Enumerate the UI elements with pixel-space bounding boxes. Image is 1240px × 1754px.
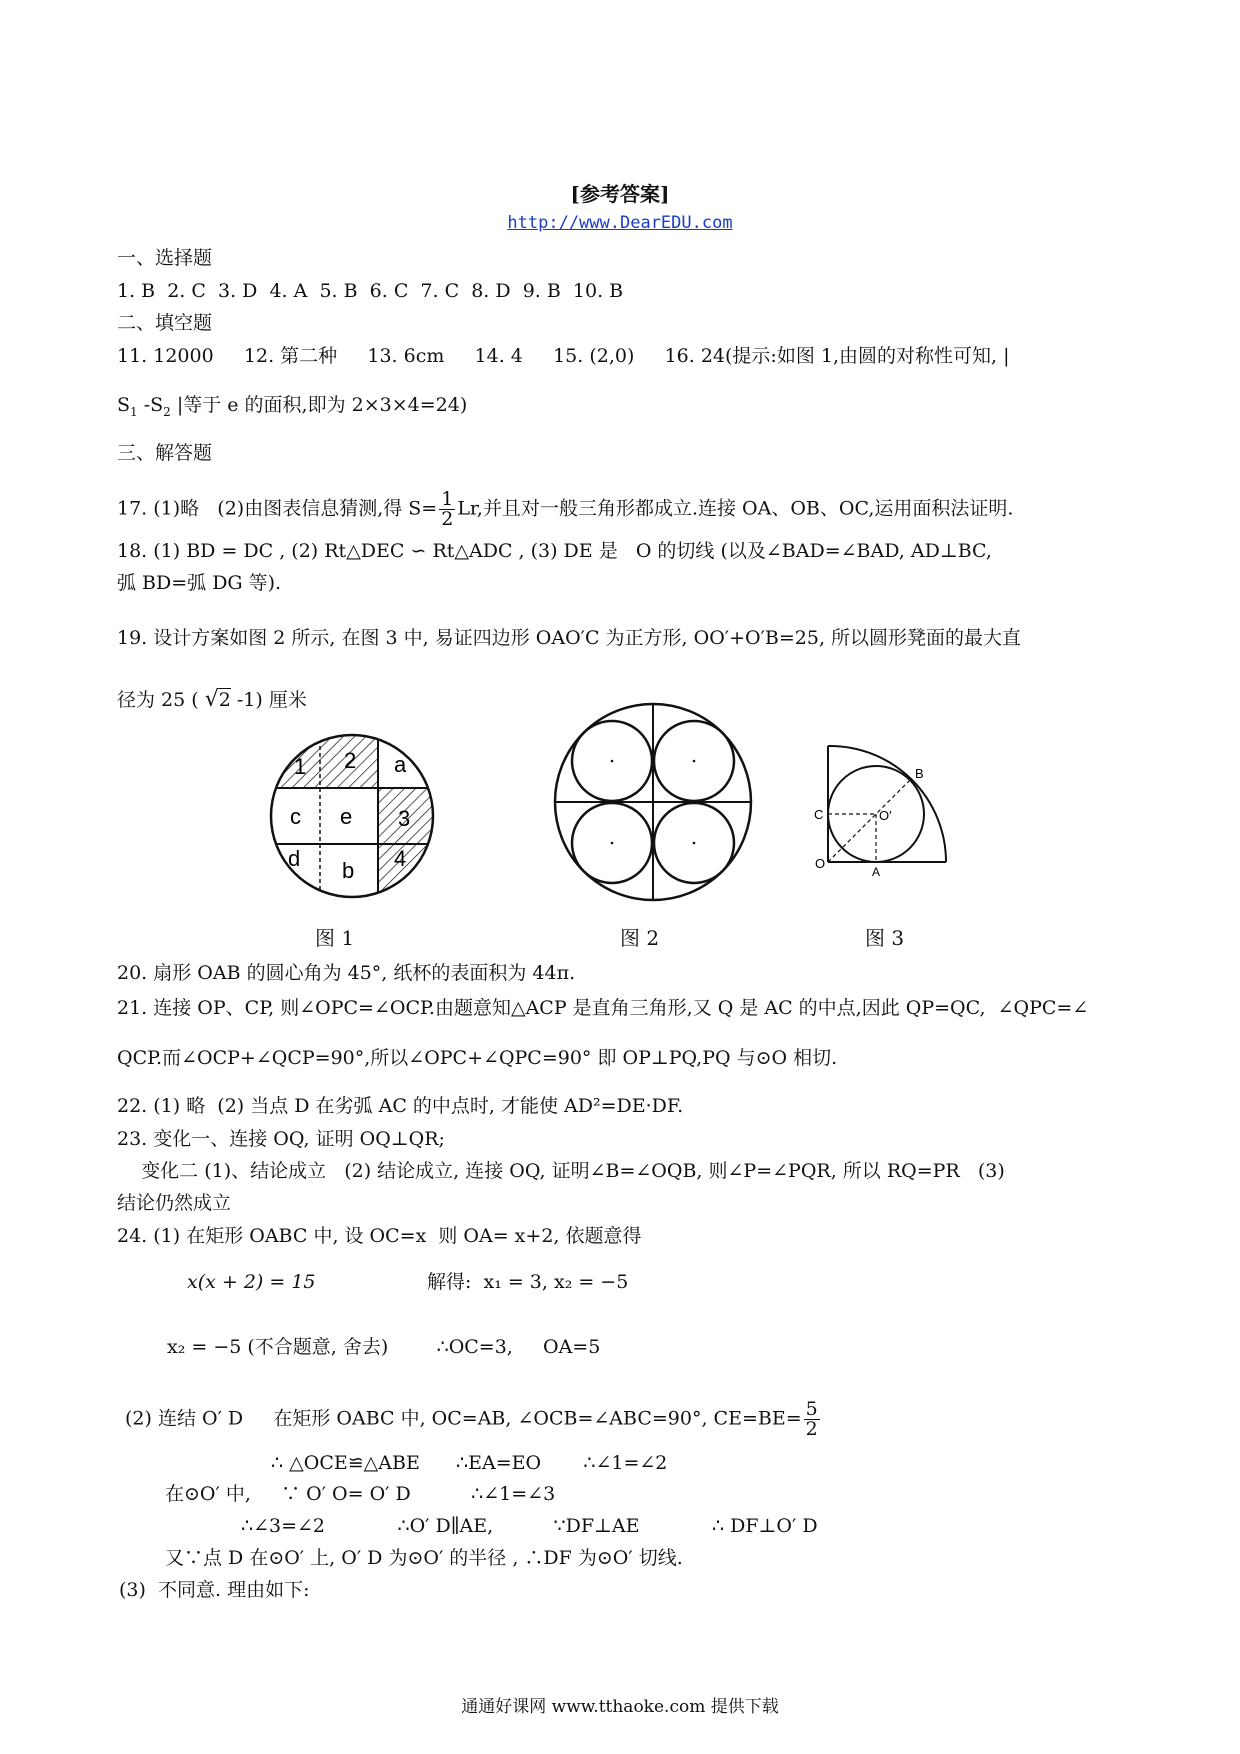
fraction-five-halves: $\frac{5}{2}$ — [805, 1398, 818, 1440]
proof-line-1: ∴ △OCE≌△ABE ∴EA=EO ∴∠1=∠2 — [271, 1452, 668, 1474]
figure-2-caption: 图 2 — [620, 926, 660, 950]
figure-3-caption: 图 3 — [865, 926, 905, 950]
fraction-one-half: $\frac{1}{2}$ — [441, 488, 454, 530]
website-link[interactable]: http://www.DearEDU.com — [507, 213, 733, 233]
proof-line-2: 在⊙O′ 中, ∵ O′ O= O′ D ∴∠1=∠3 — [165, 1483, 556, 1505]
fig3-label: C — [814, 807, 824, 822]
answer-24-part3: (3) 不同意. 理由如下: — [119, 1579, 310, 1601]
fig1-label: e — [340, 804, 353, 829]
answer-21-line2: QCP.而∠OCP+∠QCP=90°,所以∠OPC+∠QPC=90° 即 OP⊥PQ,PQ 与⊙O 相切. — [117, 1047, 838, 1069]
fig3-label: O — [815, 856, 826, 871]
figure-2-diagram — [551, 700, 755, 904]
answer-21-line1: 21. 连接 OP、CP, 则∠OPC=∠OCP.由题意知△ACP 是直角三角形,又 Q 是 AC 的中点,因此 QP=QC, ∠QPC=∠ — [117, 997, 1089, 1019]
answer-20: 20. 扇形 OAB 的圆心角为 45°, 纸杯的表面积为 44π. — [117, 962, 576, 984]
answer-23-line2: 变化二 (1)、结论成立 (2) 结论成立, 连接 OQ, 证明∠B=∠OQB, 则∠P=∠PQR, 所以 RQ=PR (3) — [117, 1160, 1005, 1182]
page-title: [参考答案] — [570, 182, 670, 206]
figure-1-caption: 图 1 — [315, 926, 355, 950]
rejected-root: x₂ = −5 (不合题意, 舍去) ∴OC=3, OA=5 — [167, 1336, 601, 1358]
choice-answers: 1. B 2. C 3. D 4. A 5. B 6. C 7. C 8. D 9. B 10. B — [117, 280, 624, 302]
section-heading-choice: 一、选择题 — [117, 247, 213, 269]
proof-line-4: 又∵点 D 在⊙O′ 上, O′ D 为⊙O′ 的半径 , ∴DF 为⊙O′ 切线. — [165, 1547, 683, 1569]
section-heading-fill: 二、填空题 — [117, 312, 213, 334]
fig1-label: 3 — [398, 806, 411, 831]
answer-18-line2: 弧 BD=弧 DG 等). — [117, 572, 282, 594]
figure-3-diagram — [812, 740, 962, 876]
fig1-label: 2 — [344, 748, 357, 773]
answer-24-line1: 24. (1) 在矩形 OABC 中, 设 OC=x 则 OA= x+2, 依题意得 — [117, 1225, 642, 1247]
answer-19-line2: 径为 25 ( √2 -1) 厘米 — [117, 687, 307, 712]
sqrt-sign: √ — [204, 687, 219, 712]
answer-19-line1: 19. 设计方案如图 2 所示, 在图 3 中, 易证四边形 OAO′C 为正方形, OO′+O′B=25, 所以圆形凳面的最大直 — [117, 627, 1022, 649]
answer-22: 22. (1) 略 (2) 当点 D 在劣弧 AC 的中点时, 才能使 AD²=DE·DF. — [117, 1095, 684, 1117]
page-footer: 通通好课网 www.tthaoke.com 提供下载 — [461, 1697, 779, 1717]
figure-1-diagram — [268, 732, 436, 900]
solution-roots: 解得: x₁ = 3, x₂ = −5 — [427, 1271, 629, 1293]
answer-17: 17. (1)略 (2)由图表信息猜测,得 S= $\frac{1}{2}$ Lr,并且对一般三角形都成立.连接 OA、OB、OC,运用面积法证明. — [117, 488, 1014, 530]
fig3-label: B — [915, 766, 924, 781]
fill-answers-line1: 11. 12000 12. 第二种 13. 6cm 14. 4 15. (2,0) 16. 24(提示:如图 1,由圆的对称性可知, | — [117, 345, 1010, 367]
fig1-label: d — [288, 846, 301, 871]
equation-1: x(x + 2) = 15 — [187, 1271, 316, 1293]
fig1-label: 1 — [294, 754, 307, 779]
answer-18-line1: 18. (1) BD = DC , (2) Rt△DEC ∽ Rt△ADC , (3) DE 是 O 的切线 (以及∠BAD=∠BAD, AD⊥BC, — [117, 540, 992, 562]
shaded-region-4 — [378, 844, 436, 900]
fig1-label: b — [342, 858, 355, 883]
fill-answers-line2: $S_1$ $-S_2$ |等于 e 的面积,即为 2×3×4=24) — [117, 394, 468, 419]
fig3-label: A — [872, 865, 881, 876]
fig1-label: 4 — [394, 846, 407, 871]
fig1-label: c — [290, 804, 301, 829]
answer-23-line3: 结论仍然成立 — [117, 1192, 232, 1214]
proof-line-3: ∴∠3=∠2 ∴O′ D∥AE, ∵DF⊥AE ∴ DF⊥O′ D — [241, 1515, 818, 1537]
answer-23-line1: 23. 变化一、连接 OQ, 证明 OQ⊥QR; — [117, 1128, 445, 1150]
answer-24-part2: (2) 连结 O′ D 在矩形 OABC 中, OC=AB, ∠OCB=∠ABC=90°, CE=BE= $\frac{5}{2}$ — [125, 1398, 818, 1440]
fig3-label: O′ — [879, 808, 892, 823]
fig1-label: a — [394, 752, 407, 777]
section-heading-solve: 三、解答题 — [117, 442, 213, 464]
